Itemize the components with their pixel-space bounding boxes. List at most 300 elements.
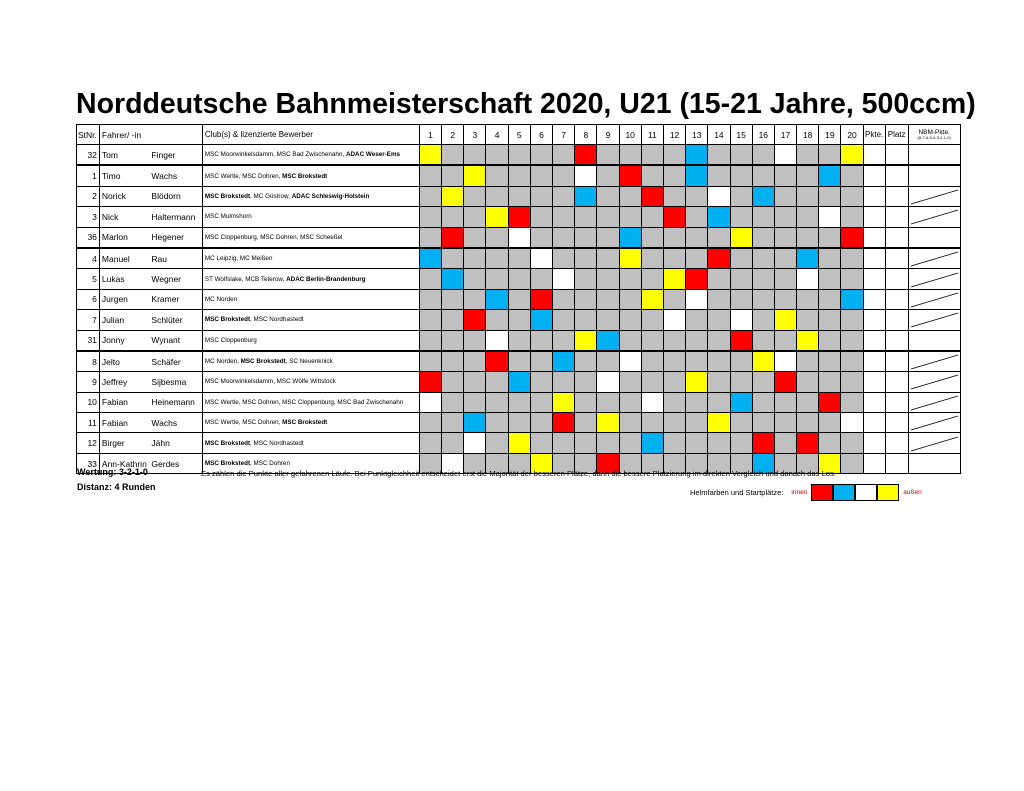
heat-9-empty	[597, 207, 619, 227]
heat-18-empty	[797, 351, 819, 372]
header-heat-20: 20	[841, 125, 863, 145]
header-heat-6: 6	[530, 125, 552, 145]
heat-17-white-helmet	[774, 351, 796, 372]
rider-clubs	[202, 413, 419, 433]
heat-3-empty	[464, 227, 486, 248]
heat-7-yellow-helmet	[553, 392, 575, 412]
header-club: Club(s) & lizenzierte Bewerber	[202, 125, 419, 145]
header-heat-13: 13	[686, 125, 708, 145]
place-cell	[885, 453, 908, 473]
rider-first-name: Julian	[99, 310, 149, 330]
heat-6-empty	[530, 227, 552, 248]
heat-6-empty	[530, 145, 552, 166]
page-title: Norddeutsche Bahnmeisterschaft 2020, U21 (15-21 Jahre, 500ccm)	[76, 88, 976, 120]
heat-16-empty	[752, 392, 774, 412]
heat-4-empty	[486, 310, 508, 330]
heat-13-empty	[686, 310, 708, 330]
heat-8-empty	[575, 310, 597, 330]
heat-4-empty	[486, 413, 508, 433]
points-cell	[863, 330, 885, 351]
rider-first-name: Birger	[99, 433, 149, 453]
club-list: MC Norden	[204, 295, 238, 303]
club-list: MSC Moorwinkelsdamm, MSC Wölfe Wittstock	[204, 378, 336, 386]
heat-14-blue-helmet	[708, 207, 730, 227]
licensing-club: MSC Brokstedt	[282, 172, 328, 180]
heat-19-empty	[819, 433, 841, 453]
start-number: 31	[77, 330, 100, 351]
heat-20-blue-helmet	[841, 289, 863, 309]
heat-7-empty	[553, 330, 575, 351]
heat-1-empty	[419, 289, 441, 309]
rider-last-name: Gerdes	[149, 453, 202, 473]
heat-1-empty	[419, 413, 441, 433]
heat-1-empty	[419, 227, 441, 248]
heat-11-empty	[641, 310, 663, 330]
heat-18-empty	[797, 413, 819, 433]
heat-3-empty	[464, 186, 486, 206]
points-cell	[863, 289, 885, 309]
place-cell	[885, 310, 908, 330]
heat-17-empty	[774, 207, 796, 227]
heat-15-yellow-helmet	[730, 227, 752, 248]
nbm-points-cell	[908, 227, 960, 248]
heat-15-empty	[730, 269, 752, 289]
header-nbm-sub: (8-7-6-5-4-3-2-1-0)	[917, 135, 951, 140]
heat-18-empty	[797, 289, 819, 309]
heat-6-empty	[530, 269, 552, 289]
heat-13-empty	[686, 227, 708, 248]
helmet-color-legend	[690, 483, 926, 501]
nbm-points-cell	[908, 351, 960, 372]
heat-6-red-helmet	[530, 289, 552, 309]
heat-7-blue-helmet	[553, 351, 575, 372]
heat-9-empty	[597, 392, 619, 412]
heat-8-yellow-helmet	[575, 330, 597, 351]
club-list: MC Leipzig, MC Meißen	[204, 255, 273, 263]
heat-7-empty	[553, 165, 575, 186]
heat-11-blue-helmet	[641, 433, 663, 453]
points-cell	[863, 248, 885, 269]
heat-11-empty	[641, 207, 663, 227]
header-rider-spacer	[149, 125, 202, 145]
heat-15-blue-helmet	[730, 392, 752, 412]
heat-7-empty	[553, 145, 575, 166]
nbm-points-cell	[908, 186, 960, 206]
rider-row	[77, 351, 961, 372]
heat-2-yellow-helmet	[442, 186, 464, 206]
heat-2-empty	[442, 207, 464, 227]
heat-19-empty	[819, 310, 841, 330]
place-cell	[885, 227, 908, 248]
nbm-strike-line	[909, 352, 960, 371]
points-cell	[863, 392, 885, 412]
heat-18-empty	[797, 310, 819, 330]
points-cell	[863, 165, 885, 186]
heat-13-empty	[686, 392, 708, 412]
heat-12-empty	[663, 392, 685, 412]
licensing-club: MSC Brokstedt	[204, 316, 251, 324]
heat-13-empty	[686, 351, 708, 372]
heat-5-empty	[508, 145, 530, 166]
heat-14-yellow-helmet	[708, 413, 730, 433]
licensing-club: ADAC Weser-Ems	[345, 151, 401, 159]
rider-first-name: Timo	[99, 165, 149, 186]
heat-3-empty	[464, 269, 486, 289]
heat-9-blue-helmet	[597, 330, 619, 351]
tiebreak-note: Es zählen die Punkte aller gefahrenen Läufe. Bei Punktgleichheit entscheidet erst die Majorität der besseren Plätze, dann die bessere Platzierung im direkten Vergleich und danach das Los.	[201, 469, 836, 478]
heat-7-empty	[553, 248, 575, 269]
heat-4-empty	[486, 186, 508, 206]
nbm-strike-line	[909, 290, 960, 309]
start-number: 36	[77, 227, 100, 248]
heat-11-empty	[641, 269, 663, 289]
heat-16-blue-helmet	[752, 186, 774, 206]
heat-16-empty	[752, 145, 774, 166]
legend-inner-label: innen	[791, 488, 808, 496]
heat-17-empty	[774, 227, 796, 248]
rider-last-name: Wachs	[149, 413, 202, 433]
heat-4-empty	[486, 145, 508, 166]
heat-20-empty	[841, 165, 863, 186]
club-list: MSC Moorwinkelsdamm, MSC Bad Zwischenahn,	[204, 151, 346, 159]
heat-4-empty	[486, 227, 508, 248]
heat-19-red-helmet	[819, 392, 841, 412]
heat-19-blue-helmet	[819, 165, 841, 186]
heat-4-empty	[486, 248, 508, 269]
heat-3-empty	[464, 207, 486, 227]
nbm-strike-line	[909, 372, 960, 391]
header-place: Platz	[885, 125, 908, 145]
heat-20-empty	[841, 330, 863, 351]
rider-row	[77, 433, 961, 453]
heat-13-yellow-helmet	[686, 372, 708, 392]
heat-16-empty	[752, 227, 774, 248]
heat-12-empty	[663, 330, 685, 351]
heat-10-empty	[619, 413, 641, 433]
heat-14-red-helmet	[708, 248, 730, 269]
heat-3-white-helmet	[464, 433, 486, 453]
licensing-club: MSC Brokstedt	[204, 439, 251, 447]
heat-17-empty	[774, 165, 796, 186]
start-number: 11	[77, 413, 100, 433]
header-heat-9: 9	[597, 125, 619, 145]
place-cell	[885, 269, 908, 289]
heat-20-empty	[841, 351, 863, 372]
heat-16-empty	[752, 372, 774, 392]
heat-14-empty	[708, 145, 730, 166]
heat-1-yellow-helmet	[419, 145, 441, 166]
heat-19-empty	[819, 145, 841, 166]
place-cell	[885, 165, 908, 186]
licensing-club: MSC Brokstedt	[204, 460, 251, 468]
heat-2-empty	[442, 433, 464, 453]
nbm-points-cell	[908, 392, 960, 412]
rider-first-name: Fabian	[99, 392, 149, 412]
header-heat-18: 18	[797, 125, 819, 145]
heat-10-empty	[619, 145, 641, 166]
place-cell	[885, 207, 908, 227]
heat-1-empty	[419, 165, 441, 186]
heat-3-empty	[464, 330, 486, 351]
rider-row	[77, 269, 961, 289]
heat-3-red-helmet	[464, 310, 486, 330]
licensing-club: MSC Brokstedt	[240, 358, 286, 366]
start-number: 9	[77, 372, 100, 392]
heat-15-empty	[730, 248, 752, 269]
heat-18-empty	[797, 186, 819, 206]
heat-4-empty	[486, 372, 508, 392]
rider-clubs	[202, 433, 419, 453]
heat-6-empty	[530, 372, 552, 392]
heat-6-empty	[530, 186, 552, 206]
heat-10-blue-helmet	[619, 227, 641, 248]
heat-11-empty	[641, 227, 663, 248]
nbm-points-cell	[908, 433, 960, 453]
nbm-points-cell	[908, 372, 960, 392]
heat-12-empty	[663, 165, 685, 186]
heat-10-empty	[619, 289, 641, 309]
heat-8-empty	[575, 351, 597, 372]
rider-first-name: Tom	[99, 145, 149, 166]
nbm-strike-line	[909, 187, 960, 206]
heat-9-empty	[597, 186, 619, 206]
distance-info: Distanz: 4 Runden	[77, 482, 156, 492]
rider-last-name: Wachs	[149, 165, 202, 186]
heat-15-empty	[730, 433, 752, 453]
rider-last-name: Wynant	[149, 330, 202, 351]
heat-9-empty	[597, 310, 619, 330]
rider-first-name: Marlon	[99, 227, 149, 248]
heat-13-red-helmet	[686, 269, 708, 289]
heat-8-empty	[575, 433, 597, 453]
club-list: , MSC Nordhastedt	[250, 316, 304, 324]
heat-16-empty	[752, 289, 774, 309]
place-cell	[885, 186, 908, 206]
heat-15-empty	[730, 186, 752, 206]
header-heat-12: 12	[663, 125, 685, 145]
points-cell	[863, 227, 885, 248]
heat-2-empty	[442, 413, 464, 433]
header-heat-1: 1	[419, 125, 441, 145]
heat-5-white-helmet	[508, 227, 530, 248]
heat-6-empty	[530, 392, 552, 412]
rider-last-name: Sijbesma	[149, 372, 202, 392]
heat-4-white-helmet	[486, 330, 508, 351]
heat-1-empty	[419, 310, 441, 330]
nbm-points-cell	[908, 413, 960, 433]
heat-2-empty	[442, 330, 464, 351]
header-heat-7: 7	[553, 125, 575, 145]
heat-18-empty	[797, 392, 819, 412]
heat-3-empty	[464, 392, 486, 412]
heat-11-red-helmet	[641, 186, 663, 206]
heat-7-empty	[553, 227, 575, 248]
heat-12-red-helmet	[663, 207, 685, 227]
heat-7-red-helmet	[553, 413, 575, 433]
place-cell	[885, 413, 908, 433]
heat-14-empty	[708, 351, 730, 372]
heat-17-empty	[774, 269, 796, 289]
heat-5-red-helmet	[508, 207, 530, 227]
points-cell	[863, 269, 885, 289]
heat-5-empty	[508, 351, 530, 372]
nbm-strike-line	[909, 393, 960, 412]
heat-20-empty	[841, 310, 863, 330]
heat-13-blue-helmet	[686, 145, 708, 166]
header-nr: StNr.	[77, 125, 100, 145]
heat-1-empty	[419, 207, 441, 227]
heat-13-empty	[686, 248, 708, 269]
heat-2-empty	[442, 310, 464, 330]
heat-1-empty	[419, 330, 441, 351]
heat-5-empty	[508, 330, 530, 351]
heat-19-empty	[819, 372, 841, 392]
points-cell	[863, 186, 885, 206]
heat-11-empty	[641, 248, 663, 269]
rider-last-name: Rau	[149, 248, 202, 269]
nbm-points-cell	[908, 248, 960, 269]
heat-17-empty	[774, 248, 796, 269]
heat-1-empty	[419, 186, 441, 206]
heat-10-empty	[619, 207, 641, 227]
heat-7-empty	[553, 310, 575, 330]
rider-clubs	[202, 207, 419, 227]
heat-10-empty	[619, 433, 641, 453]
heat-5-empty	[508, 165, 530, 186]
rider-first-name: Fabian	[99, 413, 149, 433]
heat-9-empty	[597, 351, 619, 372]
club-list: MSC Cloppenburg	[204, 336, 257, 344]
heat-9-yellow-helmet	[597, 413, 619, 433]
rider-row	[77, 207, 961, 227]
header-nbm-label: NBM-Pkte.	[918, 129, 950, 136]
heat-3-empty	[464, 145, 486, 166]
rider-first-name: Ann-Kathrin	[99, 453, 149, 473]
heat-20-red-helmet	[841, 227, 863, 248]
rider-clubs	[202, 248, 419, 269]
heat-8-empty	[575, 289, 597, 309]
start-number: 8	[77, 351, 100, 372]
heat-16-empty	[752, 310, 774, 330]
rider-last-name: Jähn	[149, 433, 202, 453]
heat-11-empty	[641, 351, 663, 372]
heat-7-empty	[553, 207, 575, 227]
nbm-points-cell	[908, 269, 960, 289]
heat-10-empty	[619, 310, 641, 330]
heat-12-empty	[663, 145, 685, 166]
nbm-points-cell	[908, 165, 960, 186]
heat-16-yellow-helmet	[752, 351, 774, 372]
header-row	[77, 125, 961, 145]
heat-7-empty	[553, 433, 575, 453]
start-number: 5	[77, 269, 100, 289]
heat-1-empty	[419, 433, 441, 453]
heat-2-empty	[442, 372, 464, 392]
heat-17-empty	[774, 330, 796, 351]
place-cell	[885, 330, 908, 351]
heat-4-empty	[486, 165, 508, 186]
heat-7-empty	[553, 186, 575, 206]
header-heat-19: 19	[819, 125, 841, 145]
heat-17-red-helmet	[774, 372, 796, 392]
header-heat-5: 5	[508, 125, 530, 145]
rider-row	[77, 227, 961, 248]
heat-14-empty	[708, 165, 730, 186]
licensing-club: MSC Brokstedt	[204, 192, 251, 200]
rider-last-name: Finger	[149, 145, 202, 166]
heat-20-empty	[841, 269, 863, 289]
header-heat-14: 14	[708, 125, 730, 145]
heat-12-white-helmet	[663, 310, 685, 330]
heat-11-empty	[641, 165, 663, 186]
header-heat-8: 8	[575, 125, 597, 145]
nbm-points-cell	[908, 145, 960, 166]
heat-10-empty	[619, 186, 641, 206]
points-cell	[863, 433, 885, 453]
heat-8-red-helmet	[575, 145, 597, 166]
heat-4-empty	[486, 269, 508, 289]
place-cell	[885, 289, 908, 309]
licensing-club: ADAC Schleswig-Holstein	[291, 192, 370, 200]
heat-20-empty	[841, 186, 863, 206]
heat-1-empty	[419, 269, 441, 289]
heat-16-empty	[752, 269, 774, 289]
heat-5-empty	[508, 269, 530, 289]
nbm-strike-line	[909, 249, 960, 268]
rider-row	[77, 372, 961, 392]
club-list: , MSC Nordhastedt	[250, 439, 304, 447]
heat-12-empty	[663, 372, 685, 392]
heat-5-empty	[508, 186, 530, 206]
legend-swatch-red	[811, 484, 833, 501]
heat-15-empty	[730, 207, 752, 227]
rider-clubs	[202, 392, 419, 412]
place-cell	[885, 351, 908, 372]
heat-14-empty	[708, 433, 730, 453]
heat-17-white-helmet	[774, 145, 796, 166]
nbm-points-cell	[908, 330, 960, 351]
start-number: 10	[77, 392, 100, 412]
club-list-after: , SC Neuenknick	[285, 358, 333, 366]
rider-row	[77, 413, 961, 433]
heat-15-white-helmet	[730, 310, 752, 330]
legend-swatch-yellow	[877, 484, 899, 501]
heat-19-empty	[819, 227, 841, 248]
heat-2-empty	[442, 145, 464, 166]
heat-8-empty	[575, 248, 597, 269]
points-cell	[863, 453, 885, 473]
heat-9-empty	[597, 289, 619, 309]
rider-row	[77, 165, 961, 186]
heat-14-empty	[708, 289, 730, 309]
legend-swatch-white	[855, 484, 877, 501]
rider-last-name: Wegner	[149, 269, 202, 289]
rider-first-name: Nick	[99, 207, 149, 227]
heat-9-empty	[597, 248, 619, 269]
rider-last-name: Schlüter	[149, 310, 202, 330]
club-list: MC Norden,	[204, 358, 241, 366]
heat-9-empty	[597, 433, 619, 453]
heat-18-blue-helmet	[797, 248, 819, 269]
heat-9-empty	[597, 145, 619, 166]
heat-2-empty	[442, 165, 464, 186]
heat-18-empty	[797, 145, 819, 166]
heat-4-yellow-helmet	[486, 207, 508, 227]
heat-4-empty	[486, 392, 508, 412]
heat-13-white-helmet	[686, 289, 708, 309]
heat-11-empty	[641, 330, 663, 351]
heat-9-empty	[597, 165, 619, 186]
